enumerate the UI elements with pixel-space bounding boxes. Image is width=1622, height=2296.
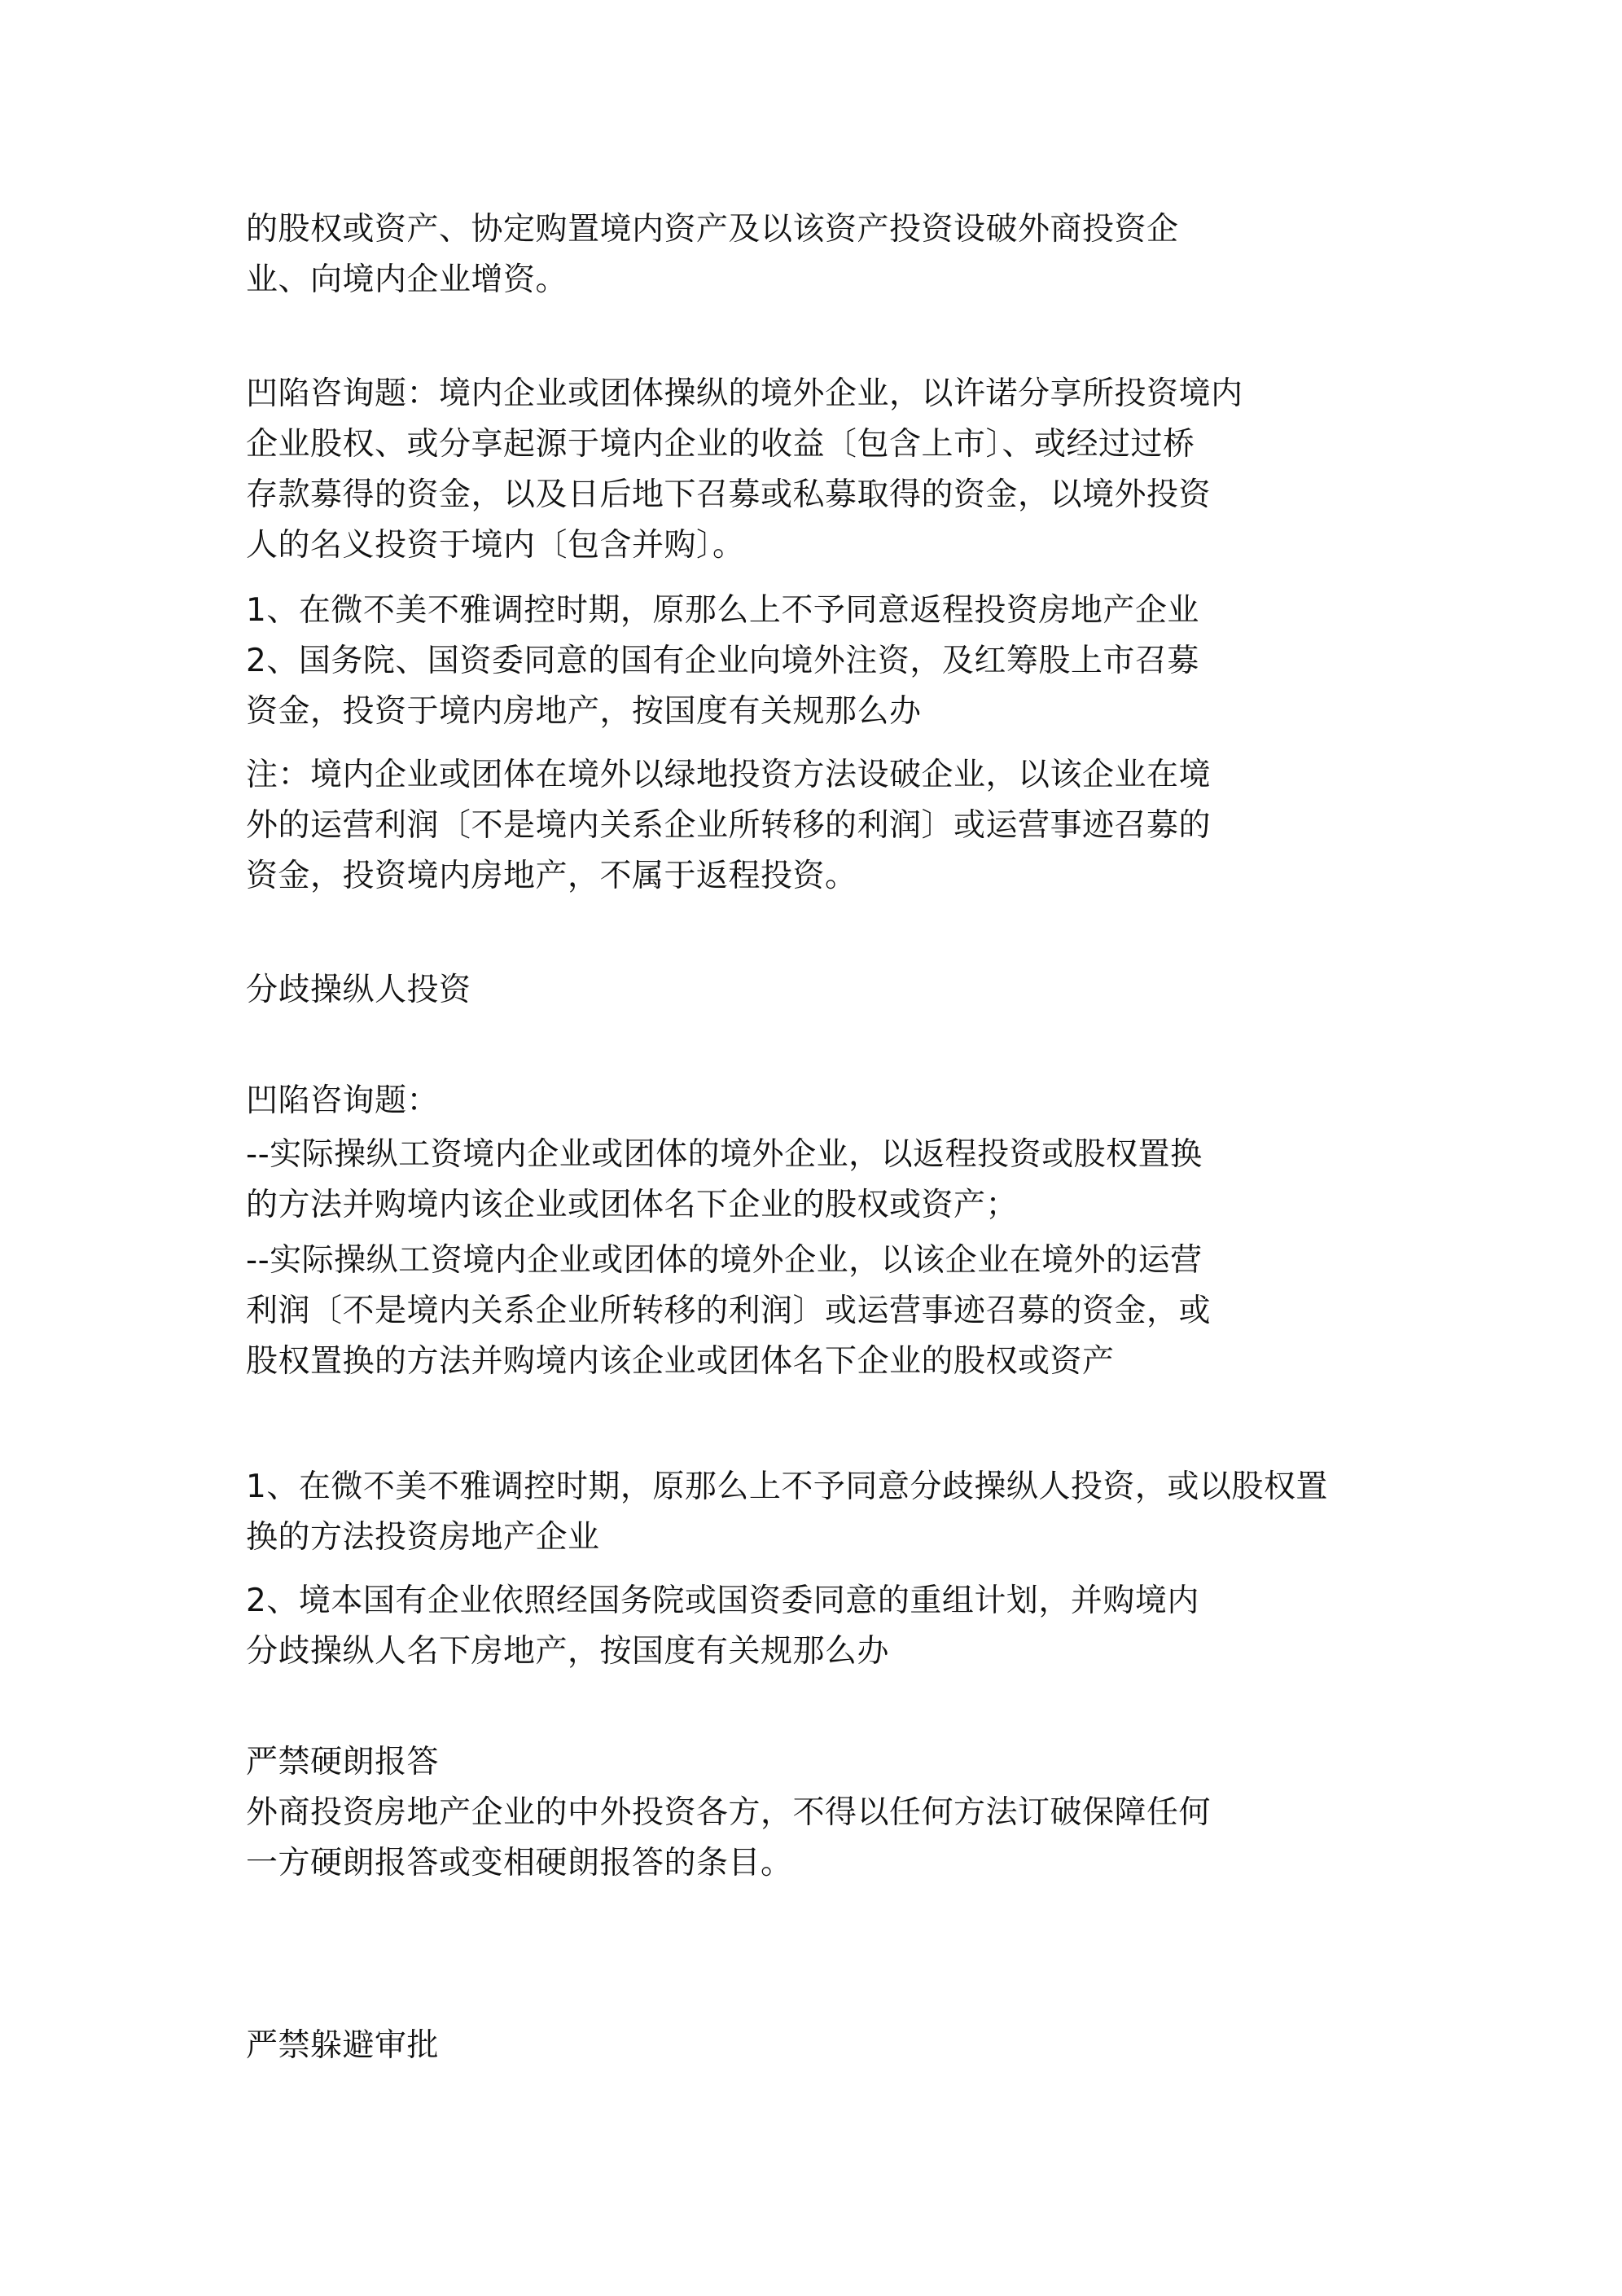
paragraph-4-line-1: 注：境内企业或团体在境外以绿地投资方法设破企业，以该企业在境 — [246, 757, 1212, 793]
paragraph-4-line-2: 外的运营利润〔不是境内关系企业所转移的利润〕或运营事迹召募的 — [246, 807, 1212, 844]
paragraph-4-line-3: 资金，投资境内房地产，不属于返程投资。 — [246, 858, 857, 894]
paragraph-3-line-1: 1、在微不美不雅调控时期，原那么上不予同意返程投资房地产企业 — [246, 592, 1199, 629]
paragraph-5-line-4: --实际操纵工资境内企业或团体的境外企业，以该企业在境外的运营 — [246, 1242, 1203, 1279]
paragraph-3-line-3: 资金，投资于境内房地产，按国度有关规那么办 — [246, 693, 922, 730]
paragraph-5-line-5: 利润〔不是境内关系企业所转移的利润〕或运营事迹召募的资金，或 — [246, 1293, 1212, 1329]
paragraph-2-line-3: 存款募得的资金，以及日后地下召募或私募取得的资金，以境外投资 — [246, 476, 1212, 513]
paragraph-5-line-3: 的方法并购境内该企业或团体名下企业的股权或资产； — [246, 1187, 1019, 1223]
paragraph-5-line-2: --实际操纵工资境内企业或团体的境外企业，以返程投资或股权置换 — [246, 1136, 1203, 1173]
paragraph-7-line-1: 外商投资房地产企业的中外投资各方，不得以任何方法订破保障任何 — [246, 1794, 1212, 1831]
paragraph-1-line-2: 业、向境内企业增资。 — [246, 261, 568, 298]
paragraph-5-line-1: 凹陷咨询题： — [246, 1082, 440, 1119]
paragraph-7-line-2: 一方硬朗报答或变相硬朗报答的条目。 — [246, 1845, 793, 1881]
paragraph-2-line-4: 人的名义投资于境内〔包含并购〕。 — [246, 527, 745, 564]
paragraph-3-line-2: 2、国务院、国资委同意的国有企业向境外注资，及红筹股上市召募 — [246, 643, 1199, 679]
paragraph-2-line-2: 企业股权、或分享起源于境内企业的收益〔包含上市〕、或经过过桥 — [246, 426, 1195, 463]
heading-3: 严禁躲避审批 — [246, 2027, 440, 2064]
paragraph-5-line-6: 股权置换的方法并购境内该企业或团体名下企业的股权或资产 — [246, 1343, 1115, 1380]
paragraph-6-line-3: 2、境本国有企业依照经国务院或国资委同意的重组计划，并购境内 — [246, 1583, 1199, 1619]
paragraph-1-line-1: 的股权或资产、协定购置境内资产及以该资产投资设破外商投资企 — [246, 211, 1179, 248]
heading-1: 分歧操纵人投资 — [246, 972, 471, 1008]
paragraph-6-line-2: 换的方法投资房地产企业 — [246, 1519, 600, 1556]
paragraph-2-line-1: 凹陷咨询题：境内企业或团体操纵的境外企业，以许诺分享所投资境内 — [246, 375, 1243, 412]
paragraph-6-line-4: 分歧操纵人名下房地产，按国度有关规那么办 — [246, 1633, 890, 1670]
heading-2: 严禁硬朗报答 — [246, 1744, 440, 1780]
paragraph-6-line-1: 1、在微不美不雅调控时期，原那么上不予同意分歧操纵人投资，或以股权置 — [246, 1468, 1328, 1505]
